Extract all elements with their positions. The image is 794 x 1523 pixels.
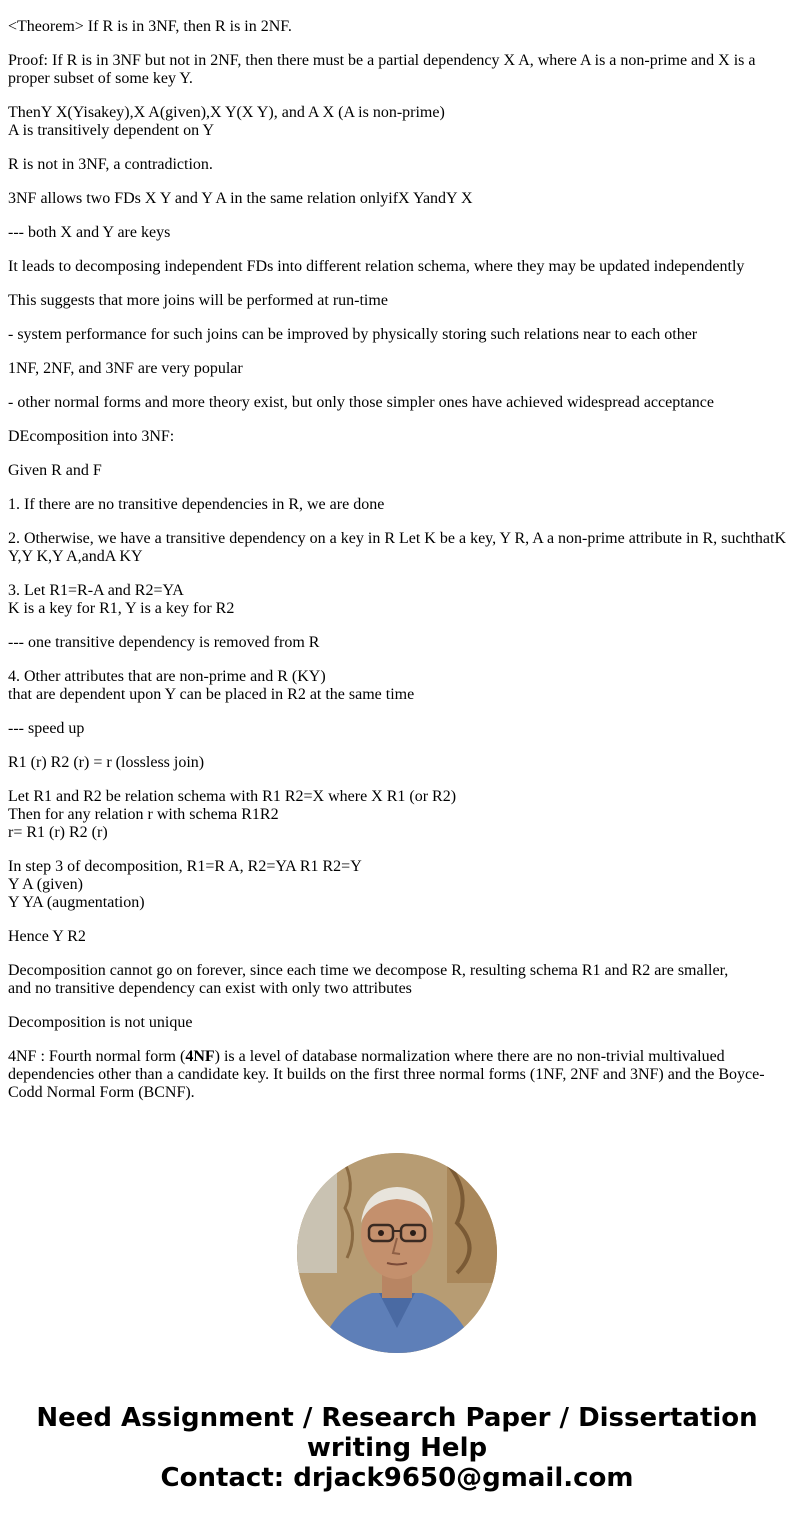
paragraph [8, 668, 788, 704]
author-avatar [297, 1153, 497, 1353]
paragraph-line: that are dependent upon Y can be placed in R2 at the same time [8, 686, 415, 703]
paragraph-line: r= R1 (r) R2 (r) [8, 824, 108, 841]
paragraph-line: --- both X and Y are keys [8, 224, 171, 241]
paragraph-line: and no transitive dependency can exist with only two attributes [8, 980, 412, 997]
paragraph-line: ThenY X(Yisakey),X A(given),X Y(X Y), and A X (A is non-prime) [8, 104, 445, 121]
paragraph [8, 962, 788, 998]
paragraph [8, 326, 788, 344]
paragraph-line: 1NF, 2NF, and 3NF are very popular [8, 360, 243, 377]
paragraph-line [8, 0, 788, 2]
paragraph-4nf-line-1 [8, 1048, 788, 1066]
paragraph-4nf-prefix: 4NF : Fourth normal form ( [8, 1048, 186, 1065]
paragraph [8, 634, 788, 652]
paragraph [8, 360, 788, 378]
paragraph [8, 394, 788, 412]
paragraph [8, 1014, 788, 1032]
paragraph [8, 720, 788, 738]
paragraph-line: 2. Otherwise, we have a transitive dependency on a key in R Let K be a key, Y R, A a non-prime attribute in R, suchthatK [8, 530, 787, 547]
footer-contact-line: Contact: drjack9650@gmail.com [160, 1463, 634, 1493]
paragraph [8, 224, 788, 242]
paragraph [8, 0, 788, 2]
paragraph-line: R1 (r) R2 (r) = r (lossless join) [8, 754, 205, 771]
paragraph [8, 258, 788, 276]
paragraph-line: --- speed up [8, 720, 85, 737]
paragraph-line: proper subset of some key Y. [8, 70, 193, 87]
paragraph-line: - other normal forms and more theory exist, but only those simpler ones have achieved widespread acceptance [8, 394, 714, 411]
paragraph-line: Y,Y K,Y A,andA KY [8, 548, 143, 565]
paragraph-line: DEcomposition into 3NF: [8, 428, 175, 445]
paragraph [8, 928, 788, 946]
paragraph-4nf-rest: ) is a level of database normalization where there are no non-trivial multivalued [214, 1048, 725, 1065]
paragraph-list [8, 0, 788, 1032]
paragraph-4nf-bold: 4NF [185, 1048, 215, 1065]
paragraph-line: Decomposition is not unique [8, 1014, 193, 1031]
paragraph-line: --- one transitive dependency is removed from R [8, 634, 320, 651]
paragraph-line: Let R1 and R2 be relation schema with R1 R2=X where X R1 (or R2) [8, 788, 457, 805]
author-photo [297, 1153, 497, 1353]
paragraph [8, 530, 788, 566]
paragraph [8, 462, 788, 480]
paragraph-line: Hence Y R2 [8, 928, 86, 945]
paragraph-line: This suggests that more joins will be performed at run-time [8, 292, 388, 309]
paragraph [8, 52, 788, 88]
paragraph [8, 156, 788, 174]
contact-footer [0, 1403, 794, 1493]
paragraph-line: It leads to decomposing independent FDs into different relation schema, where they may be updated independently [8, 258, 745, 275]
paragraph-line: Decomposition cannot go on forever, since each time we decompose R, resulting schema R1 and R2 are smaller, [8, 962, 729, 979]
paragraph-line: Y YA (augmentation) [8, 894, 145, 911]
paragraph [8, 292, 788, 310]
paragraph-line: Proof: If R is in 3NF but not in 2NF, then there must be a partial dependency X A, where A is a non-prime and X is a [8, 52, 756, 69]
paragraph [8, 496, 788, 514]
paragraph-line: 1. If there are no transitive dependencies in R, we are done [8, 496, 385, 513]
paragraph [8, 754, 788, 772]
paragraph-line: Then for any relation r with schema R1R2 [8, 806, 279, 823]
paragraph [8, 582, 788, 618]
paragraph-4nf [8, 1048, 788, 1102]
paragraph-line: In step 3 of decomposition, R1=R A, R2=YA R1 R2=Y [8, 858, 362, 875]
footer-line-1: Need Assignment / Research Paper / Dissertation [36, 1403, 758, 1433]
paragraph-line: 3NF allows two FDs X Y and Y A in the same relation onlyifX YandY X [8, 190, 473, 207]
paragraph-line: A is transitively dependent on Y [8, 122, 215, 139]
paragraph [8, 190, 788, 208]
paragraph-line: Y A (given) [8, 876, 83, 893]
document-body [8, 0, 788, 1118]
paragraph-line: K is a key for R1, Y is a key for R2 [8, 600, 235, 617]
paragraph [8, 104, 788, 140]
paragraph-line: 3. Let R1=R-A and R2=YA [8, 582, 184, 599]
paragraph [8, 858, 788, 912]
paragraph-4nf-line-3: Codd Normal Form (BCNF). [8, 1084, 195, 1101]
paragraph [8, 788, 788, 842]
footer-line-2: writing Help [306, 1433, 488, 1463]
paragraph [8, 428, 788, 446]
paragraph [8, 18, 788, 36]
paragraph-line: R is not in 3NF, a contradiction. [8, 156, 213, 173]
paragraph-4nf-line-2: dependencies other than a candidate key. It builds on the first three normal forms (1NF, 2NF and 3NF) and the Boyce- [8, 1066, 765, 1083]
paragraph-line: 4. Other attributes that are non-prime and R (KY) [8, 668, 326, 685]
paragraph-line: - system performance for such joins can be improved by physically storing such relations near to each other [8, 326, 698, 343]
paragraph-line: <Theorem> If R is in 3NF, then R is in 2NF. [8, 18, 292, 35]
paragraph-line: Given R and F [8, 462, 102, 479]
